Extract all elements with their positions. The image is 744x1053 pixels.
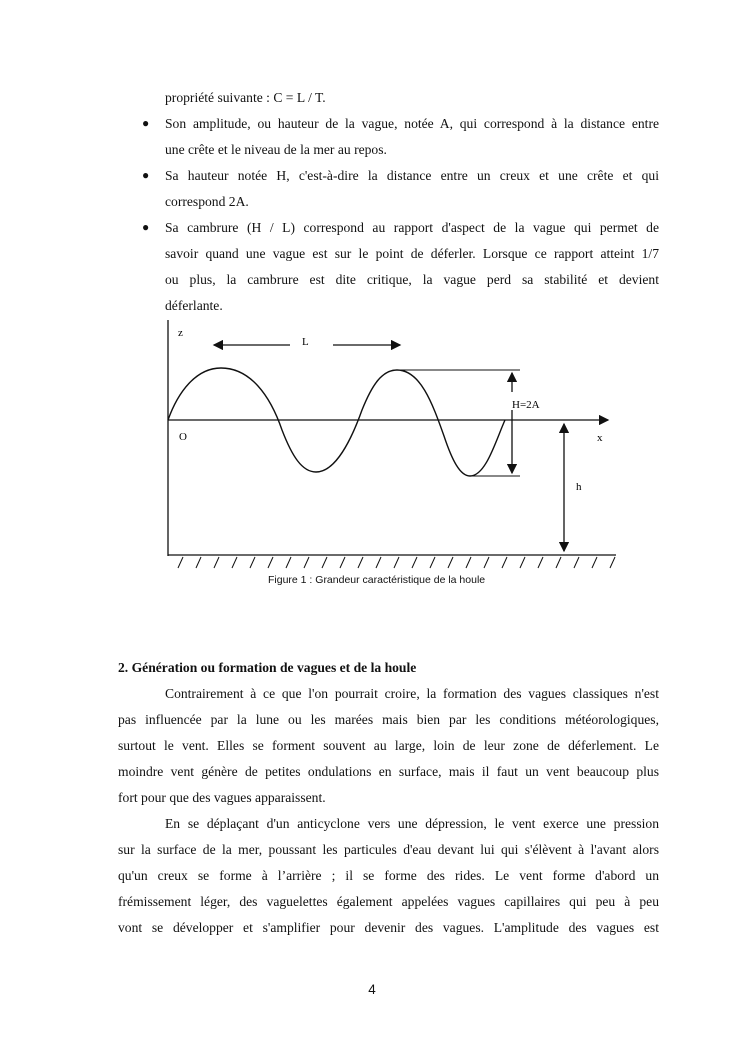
label-L: L — [302, 336, 309, 348]
label-O: O — [179, 431, 187, 443]
paragraph-1-line-4: moindre vent génère de petites ondulations en surface, mais il faut un vent beaucoup plus — [118, 764, 659, 779]
bullet-marker: ● — [142, 220, 150, 234]
section-heading: 2. Génération ou formation de vagues et de la houle — [118, 660, 417, 675]
figure-caption: Figure 1 : Grandeur caractéristique de la houle — [268, 574, 486, 586]
paragraph-1-line-2: pas influencée par la lune ou les marées mais bien par les conditions météorologiques, — [118, 712, 659, 727]
label-z: z — [178, 327, 183, 339]
label-x: x — [597, 432, 603, 444]
bullet-marker: ● — [142, 116, 150, 130]
bullet-1-line-1: Son amplitude, ou hauteur de la vague, notée A, qui correspond à la distance entre — [165, 116, 659, 131]
paragraph-2-line-4: frémissement léger, des vaguelettes également appelées vagues capillaires qui peu à peu — [118, 894, 659, 909]
bullet-3-line-4: déferlante. — [165, 298, 223, 313]
bullet-3-line-2: savoir quand une vague est sur le point de déferler. Lorsque ce rapport atteint 1/7 — [165, 246, 659, 261]
paragraph-1-line-3: surtout le vent. Elles se forment souvent au large, loin de leur zone de déferlement. Le — [118, 738, 659, 753]
bullet-1-line-2: une crête et le niveau de la mer au repos. — [165, 142, 387, 157]
label-H: H=2A — [512, 399, 540, 411]
page-number: 4 — [368, 982, 376, 997]
wave-curve — [168, 368, 505, 476]
bullet-marker: ● — [142, 168, 150, 182]
bullet-2-line-2: correspond 2A. — [165, 194, 249, 209]
label-h: h — [576, 481, 582, 493]
paragraph-2-line-5: vont se développer et s'amplifier pour devenir des vagues. L'amplitude des vagues est — [118, 920, 659, 935]
paragraph-1-line-5: fort pour que des vagues apparaissent. — [118, 790, 326, 805]
paragraph-2-line-1: En se déplaçant d'un anticyclone vers une dépression, le vent exerce une pression — [165, 816, 659, 831]
bullet-3-line-1: Sa cambrure (H / L) correspond au rapport d'aspect de la vague qui permet de — [165, 220, 659, 235]
bullet-2-line-1: Sa hauteur notée H, c'est-à-dire la distance entre un creux et une crête et qui — [165, 168, 659, 183]
sea-bed-hatching — [178, 557, 615, 568]
bullet-3-line-3: ou plus, la cambrure est dite critique, la vague perd sa stabilité et devient — [165, 272, 659, 287]
paragraph-2-line-2: sur la surface de la mer, poussant les particules d'eau devant lui qui s'élèvent à l'avant alors — [118, 842, 659, 857]
paragraph-1-line-1: Contrairement à ce que l'on pourrait croire, la formation des vagues classiques n'est — [165, 686, 659, 701]
paragraph-2-line-3: qu'un creux se forme à l’arrière ; il se forme des rides. Le vent forme d'abord un — [118, 868, 659, 883]
intro-line: propriété suivante : C = L / T. — [165, 90, 326, 105]
